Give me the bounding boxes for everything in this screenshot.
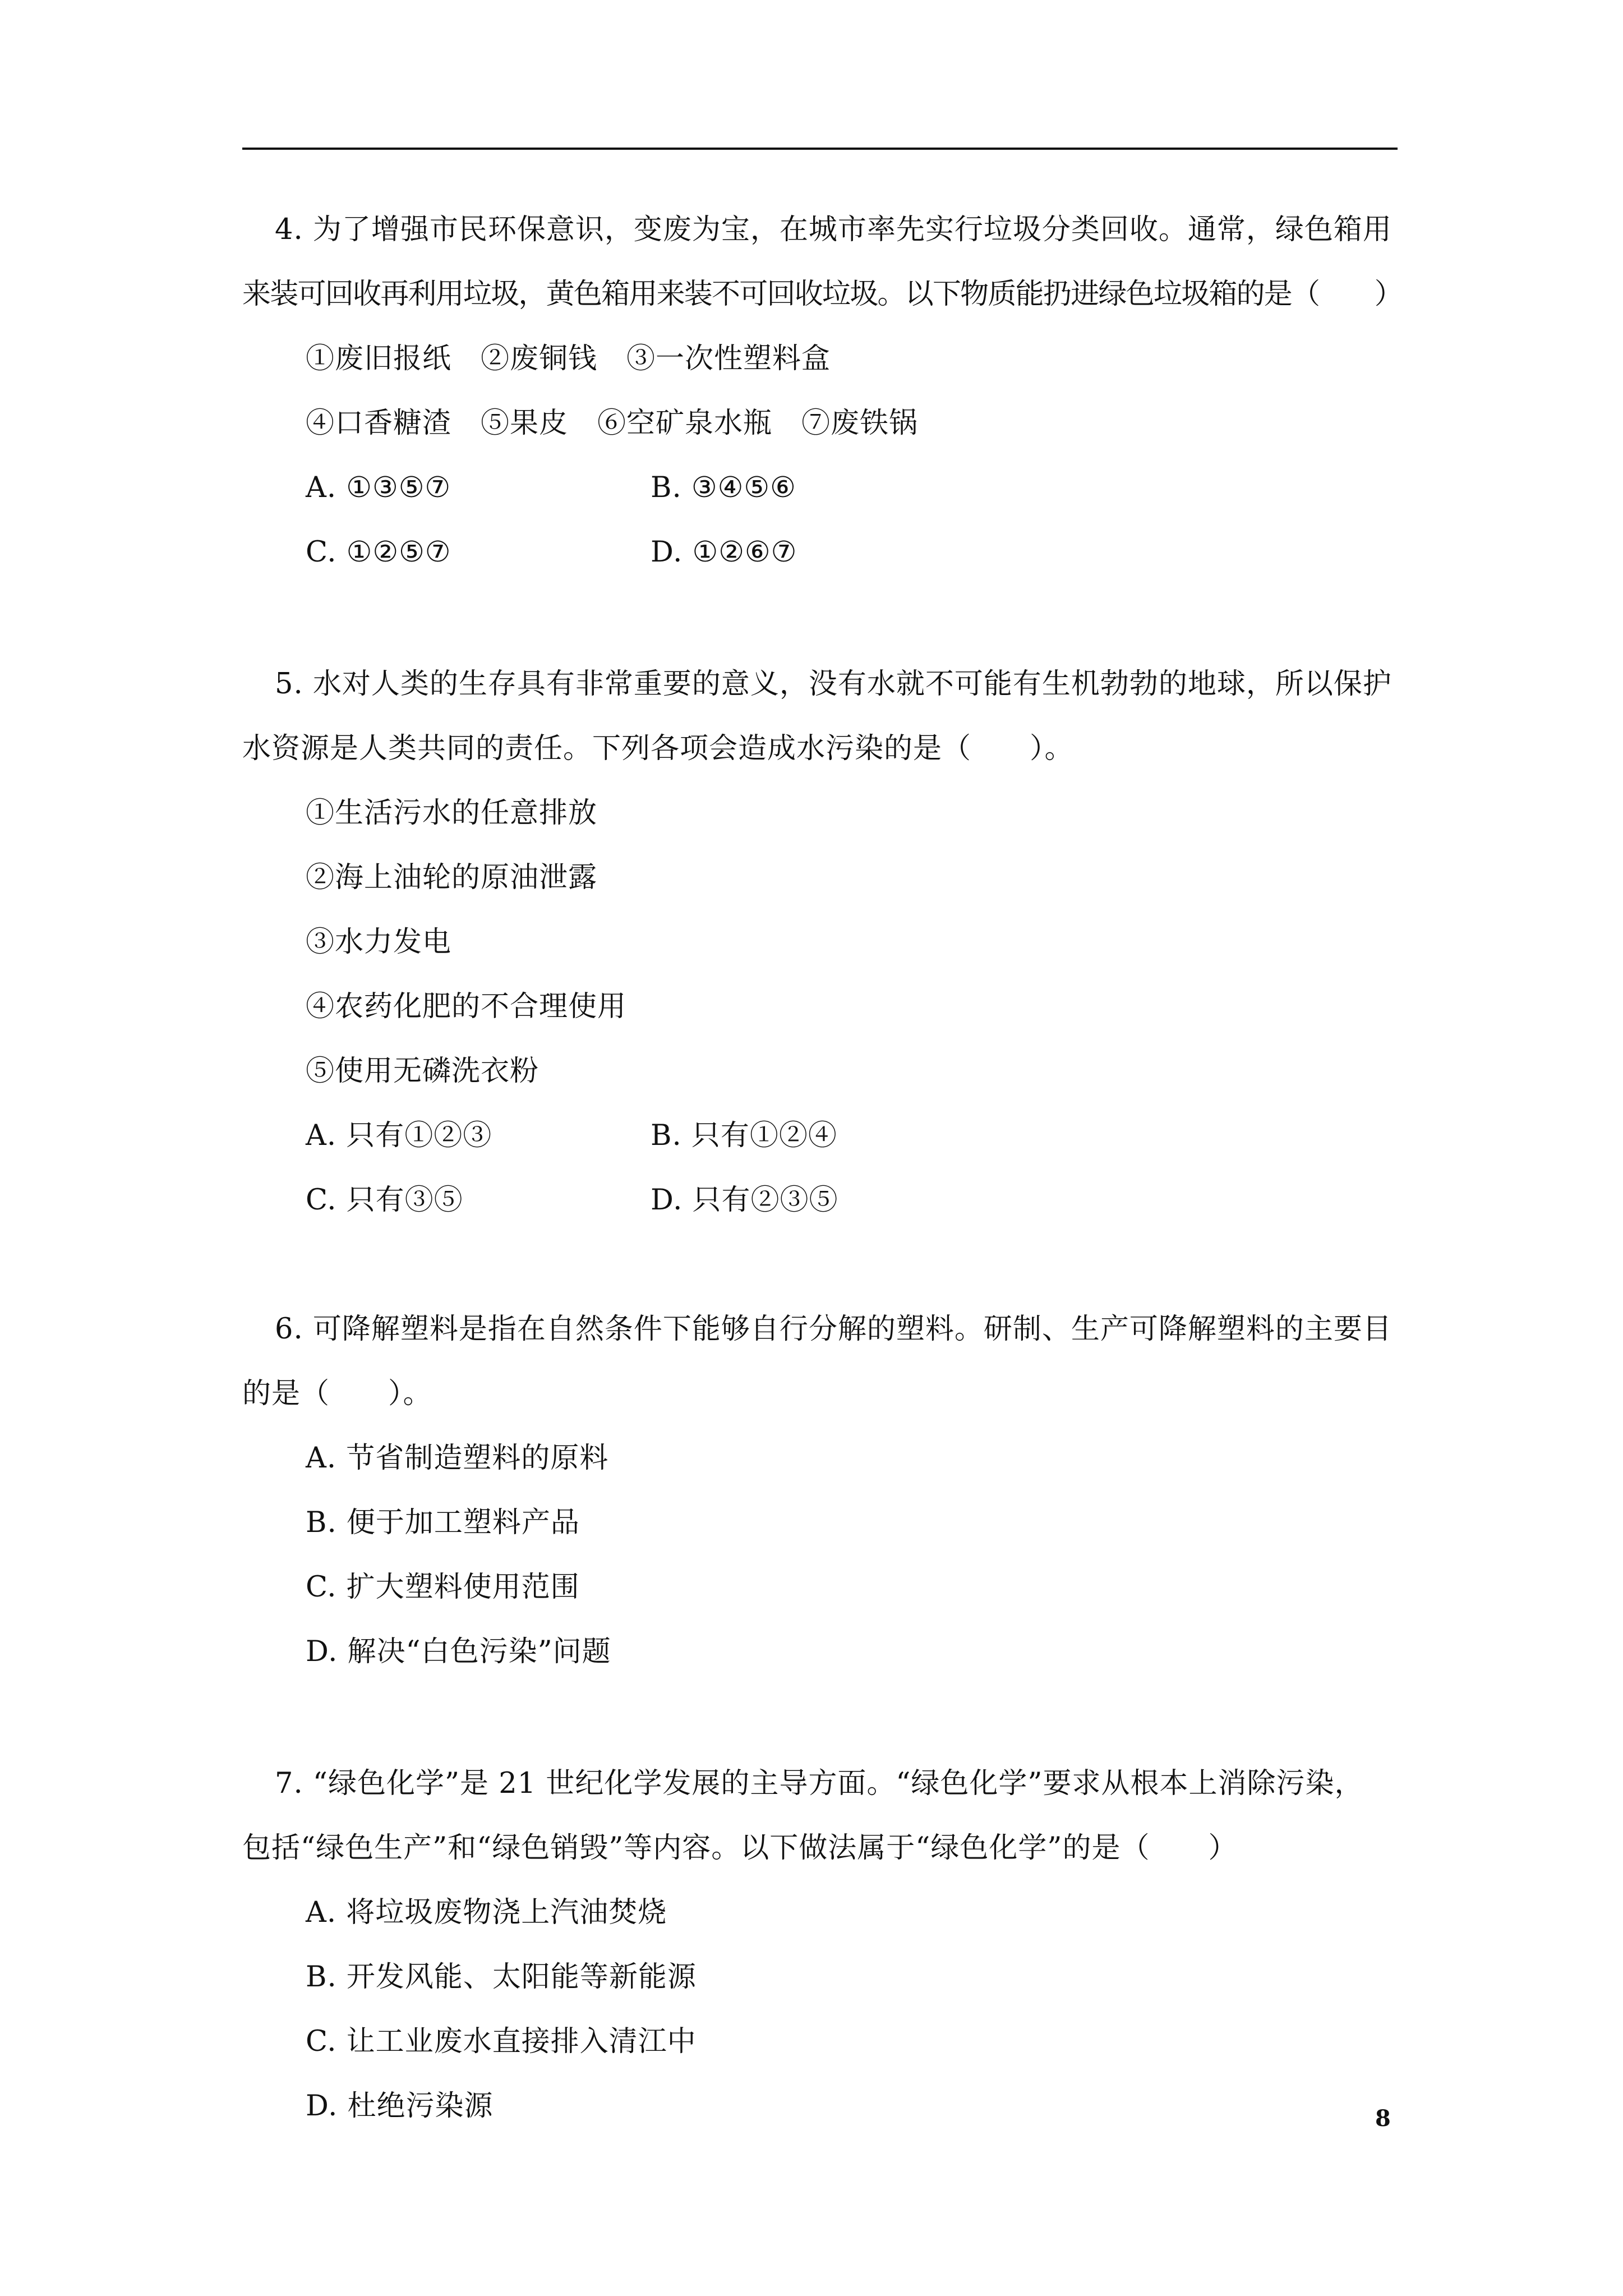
question-6-option-b: B. 便于加工塑料产品 [306,1506,580,1539]
question-6-option-a: A. 节省制造塑料的原料 [306,1442,609,1475]
question-5-item-4: ④农药化肥的不合理使用 [306,990,627,1023]
question-5-option-a: A. 只有①②③ [306,1119,492,1152]
header-rule [242,148,1398,150]
question-7-stem-line-2: 包括“绿色生产”和“绿色销毁”等内容。以下做法属于“绿色化学”的是（ ） [242,1832,1238,1865]
question-5-option-c: C. 只有③⑤ [306,1184,463,1217]
question-4-item-list-2: ④口香糖渣 ⑤果皮 ⑥空矿泉水瓶 ⑦废铁锅 [306,407,919,440]
question-7-option-a: A. 将垃圾废物浇上汽油焚烧 [306,1896,667,1929]
question-4-option-c: C. ①②⑤⑦ [306,536,451,569]
question-7-option-c: C. 让工业废水直接排入清江中 [306,2025,697,2058]
question-5-option-d: D. 只有②③⑤ [651,1184,838,1217]
question-5-item-3: ③水力发电 [306,926,452,959]
question-6-stem-line-2: 的是（ ）。 [242,1377,432,1410]
question-5-item-1: ①生活污水的任意排放 [306,797,598,830]
question-6-stem-line-1: 6. 可降解塑料是指在自然条件下能够自行分解的塑料。研制、生产可降解塑料的主要目 [275,1313,1392,1346]
question-4-option-d: D. ①②⑥⑦ [651,536,797,569]
question-4-option-b: B. ③④⑤⑥ [651,471,796,504]
question-4-item-list-1: ①废旧报纸 ②废铜钱 ③一次性塑料盒 [306,342,831,375]
question-7-option-d: D. 杜绝污染源 [306,2090,494,2123]
question-6-option-d: D. 解决“白色污染”问题 [306,1635,611,1668]
question-5-item-2: ②海上油轮的原油泄露 [306,861,598,894]
page-number: 8 [1375,2105,1391,2132]
question-5-stem-line-2: 水资源是人类共同的责任。下列各项会造成水污染的是（ ）。 [242,732,1074,765]
question-7-option-b: B. 开发风能、太阳能等新能源 [306,1961,697,1994]
question-5-stem-line-1: 5. 水对人类的生存具有非常重要的意义，没有水就不可能有生机勃勃的地球，所以保护 [275,668,1392,701]
question-4-stem-line-1: 4. 为了增强市民环保意识，变废为宝，在城市率先实行垃圾分类回收。通常，绿色箱用 [275,213,1392,246]
question-7-stem-line-1: 7. “绿色化学”是 21 世纪化学发展的主导方面。“绿色化学”要求从根本上消除污染， [275,1767,1364,1800]
question-4-option-a: A. ①③⑤⑦ [306,471,451,504]
question-5-item-5: ⑤使用无磷洗衣粉 [306,1055,540,1088]
question-6-option-c: C. 扩大塑料使用范围 [306,1571,580,1604]
question-5-option-b: B. 只有①②④ [651,1119,837,1152]
question-4-stem-line-2: 来装可回收再利用垃圾，黄色箱用来装不可回收垃圾。以下物质能扔进绿色垃圾箱的是（ ） [242,278,1402,311]
